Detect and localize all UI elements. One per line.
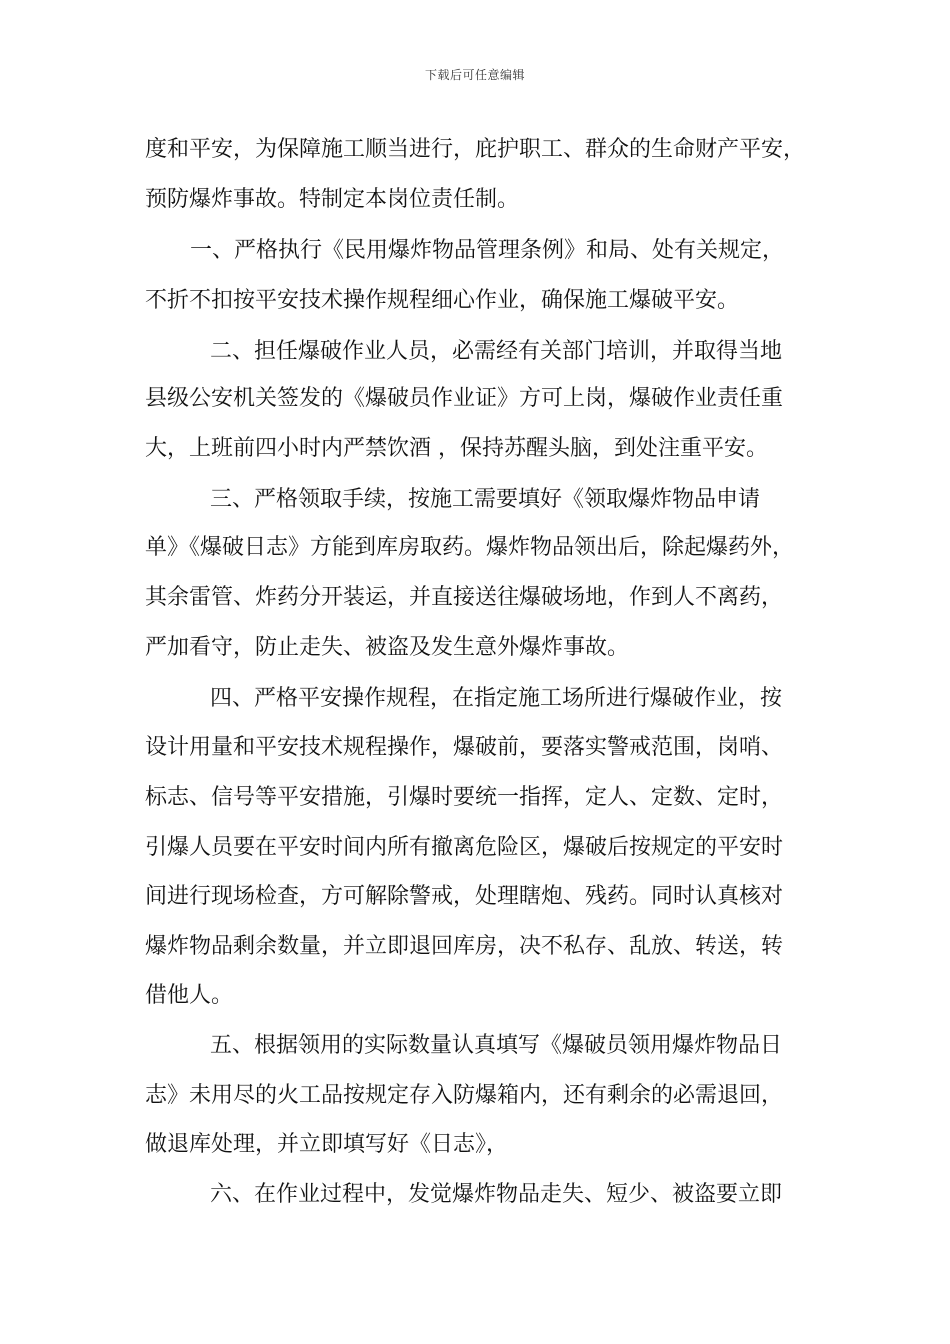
text-line: 县级公安机关签发的《爆破员作业证》方可上岗，爆破作业责任重 bbox=[145, 386, 784, 411]
text-line: 预防爆炸事故。特制定本岗位责任制。 bbox=[145, 187, 520, 212]
text-line: 间进行现场检查，方可解除警戒，处理瞎炮、残药。同时认真核对 bbox=[145, 884, 784, 909]
paragraph-first-line: 六、在作业过程中，发觉爆炸物品走失、短少、被盗要立即 bbox=[210, 1182, 783, 1207]
paragraph-first-line: 三、严格领取手续，按施工需要填好《领取爆炸物品申请 bbox=[210, 487, 761, 512]
text-line: 大，上班前四小时内严禁饮酒 ，保持苏醒头脑，到处注重平安。 bbox=[145, 436, 768, 461]
text-line: 度和平安，为保障施工顺当进行，庇护职工、群众的生命财产平安， bbox=[145, 137, 806, 162]
page-header: 下载后可任意编辑 bbox=[424, 68, 525, 82]
text-line: 引爆人员要在平安时间内所有撤离危险区，爆破后按规定的平安时 bbox=[145, 835, 784, 860]
text-line: 志》未用尽的火工品按规定存入防爆箱内，还有剩余的必需退回， bbox=[145, 1083, 784, 1108]
text-line: 严加看守，防止走失、被盗及发生意外爆炸事故。 bbox=[145, 635, 630, 660]
paragraph-first-line: 五、根据领用的实际数量认真填写《爆破员领用爆炸物品日 bbox=[210, 1033, 783, 1058]
text-line: 爆炸物品剩余数量，并立即退回库房，决不私存、乱放、转送，转 bbox=[145, 934, 784, 959]
paragraph-first-line: 四、严格平安操作规程，在指定施工场所进行爆破作业，按 bbox=[210, 686, 783, 711]
text-line: 其余雷管、炸药分开装运，并直接送往爆破场地，作到人不离药， bbox=[145, 585, 784, 610]
paragraph-first-line: 一、严格执行《民用爆炸物品管理条例》和局、处有关规定， bbox=[190, 238, 785, 263]
text-line: 做退库处理，并立即填写好《日志》， bbox=[145, 1132, 509, 1157]
text-line: 借他人。 bbox=[145, 983, 234, 1008]
paragraph-first-line: 二、担任爆破作业人员，必需经有关部门培训，并取得当地 bbox=[210, 339, 783, 364]
text-line: 设计用量和平安技术规程操作，爆破前，要落实警戒范围，岗哨、 bbox=[145, 735, 784, 760]
text-line: 不折不扣按平安技术操作规程细心作业，确保施工爆破平安。 bbox=[145, 288, 740, 313]
text-line: 标志、信号等平安措施，引爆时要统一指挥，定人、定数、定时， bbox=[145, 785, 784, 810]
text-line: 单》《爆破日志》方能到库房取药。爆炸物品领出后，除起爆药外， bbox=[145, 535, 795, 560]
